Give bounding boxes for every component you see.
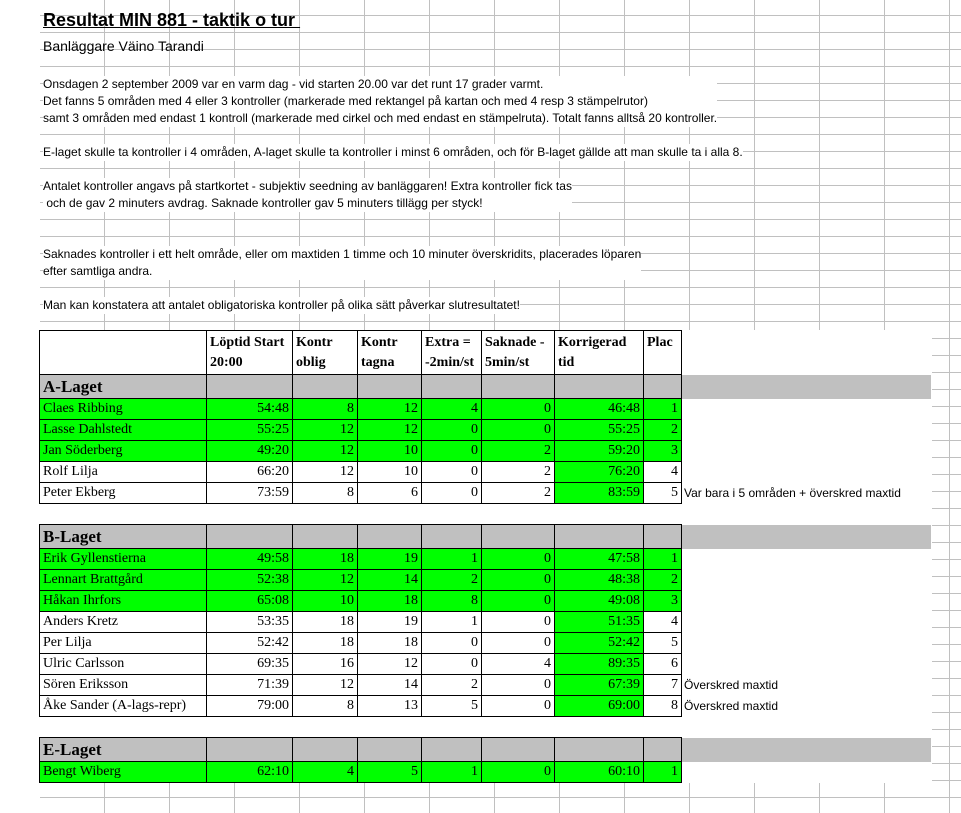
note-cell: Överskred maxtid	[682, 696, 932, 717]
tagna-cell[interactable]: 13	[358, 696, 422, 717]
saknade-cell[interactable]: 4	[482, 654, 555, 675]
note-cell	[682, 549, 932, 570]
empty-cell[interactable]	[644, 738, 682, 762]
plac-cell[interactable]: 4	[644, 462, 682, 483]
empty-cell	[207, 504, 293, 525]
empty-cell	[358, 504, 422, 525]
note-cell	[682, 504, 932, 525]
oblig-cell[interactable]: 8	[293, 696, 358, 717]
empty-cell[interactable]	[482, 738, 555, 762]
plac-cell[interactable]: 2	[644, 420, 682, 441]
plac-cell[interactable]: 6	[644, 654, 682, 675]
extra-cell[interactable]: 4	[422, 399, 482, 420]
note-cell	[682, 591, 932, 612]
table-row	[40, 633, 932, 654]
section-title[interactable]: B-Laget	[40, 525, 207, 549]
empty-cell[interactable]	[555, 525, 644, 549]
controls-paragraph: Antalet kontroller angavs på startkortet - subjektiv seedning av banläggaren! Extra kontroller fick tas och de gav 2 minuters avdrag. Saknade kontroller gav 5 minuters tillägg per styck!	[43, 179, 572, 210]
korr-cell[interactable]: 89:35	[555, 654, 644, 675]
oblig-cell[interactable]: 18	[293, 633, 358, 654]
note-cell	[682, 331, 932, 375]
note-cell	[682, 462, 932, 483]
saknade-cell[interactable]: 0	[482, 420, 555, 441]
loptid-cell[interactable]: 65:08	[207, 591, 293, 612]
empty-cell[interactable]	[555, 375, 644, 399]
loptid-cell[interactable]: 73:59	[207, 483, 293, 504]
tagna-cell[interactable]: 18	[358, 633, 422, 654]
loptid-cell[interactable]: 55:25	[207, 420, 293, 441]
loptid-cell[interactable]: 52:38	[207, 570, 293, 591]
extra-cell[interactable]: 2	[422, 570, 482, 591]
tagna-cell[interactable]: 19	[358, 549, 422, 570]
table-row	[40, 675, 932, 696]
note-cell	[682, 612, 932, 633]
empty-cell[interactable]	[207, 738, 293, 762]
oblig-cell[interactable]: 16	[293, 654, 358, 675]
loptid-cell[interactable]: 53:35	[207, 612, 293, 633]
note-cell	[682, 738, 932, 762]
oblig-cell[interactable]: 12	[293, 420, 358, 441]
intro-paragraph: Onsdagen 2 september 2009 var en varm dag - vid starten 20.00 var det runt 17 grader varmt. Det fanns 5 områden med 4 eller 3 kontroller (markerade med rektangel på kartan och med 4 resp 3 stämpelrutor) samt 3 områden med endast 1 kontroll (markerade med cirkel och med endast en stämpelruta). Totalt fanns alltså 20 kontroller.	[43, 77, 718, 125]
korr-cell[interactable]: 49:08	[555, 591, 644, 612]
plac-cell[interactable]: 1	[644, 549, 682, 570]
note-cell: Var bara i 5 områden + överskred maxtid	[682, 483, 932, 504]
korr-cell[interactable]: 83:59	[555, 483, 644, 504]
tagna-cell[interactable]: 19	[358, 612, 422, 633]
saknade-cell[interactable]: 2	[482, 462, 555, 483]
column-header[interactable]: Kontr oblig	[293, 331, 358, 375]
empty-cell[interactable]	[422, 738, 482, 762]
plac-cell[interactable]: 3	[644, 591, 682, 612]
empty-cell[interactable]	[422, 525, 482, 549]
tagna-cell[interactable]: 18	[358, 591, 422, 612]
empty-cell	[644, 717, 682, 738]
loptid-cell[interactable]: 71:39	[207, 675, 293, 696]
empty-cell	[422, 504, 482, 525]
plac-cell[interactable]: 1	[644, 399, 682, 420]
korr-cell[interactable]: 52:42	[555, 633, 644, 654]
empty-cell	[293, 504, 358, 525]
runner-name-cell[interactable]: Claes Ribbing	[40, 399, 207, 420]
empty-cell[interactable]	[644, 525, 682, 549]
empty-cell	[40, 717, 207, 738]
runner-name-cell[interactable]: Lasse Dahlstedt	[40, 420, 207, 441]
page-title: Resultat MIN 881 - taktik o tur	[43, 10, 301, 30]
empty-cell[interactable]	[482, 525, 555, 549]
saknade-cell[interactable]: 0	[482, 696, 555, 717]
note-cell	[682, 399, 932, 420]
spacer-row	[40, 504, 932, 525]
extra-cell[interactable]: 0	[422, 462, 482, 483]
teams-paragraph: E-laget skulle ta kontroller i 4 områden, A-laget skulle ta kontroller i minst 6 områden, och för B-laget gällde att man skulle ta i alla 8.	[43, 145, 743, 159]
empty-cell[interactable]	[293, 525, 358, 549]
empty-cell	[482, 717, 555, 738]
extra-cell[interactable]: 0	[422, 483, 482, 504]
note-cell	[682, 762, 932, 783]
extra-cell[interactable]: 1	[422, 762, 482, 783]
note-cell: Överskred maxtid	[682, 675, 932, 696]
oblig-cell[interactable]: 8	[293, 399, 358, 420]
saknade-cell[interactable]: 2	[482, 441, 555, 462]
saknade-cell[interactable]: 0	[482, 675, 555, 696]
korr-cell[interactable]: 47:58	[555, 549, 644, 570]
empty-cell[interactable]	[293, 375, 358, 399]
oblig-cell[interactable]: 12	[293, 441, 358, 462]
column-header[interactable]	[40, 331, 207, 375]
note-cell	[682, 654, 932, 675]
extra-cell[interactable]: 5	[422, 696, 482, 717]
empty-cell	[555, 717, 644, 738]
empty-cell	[482, 504, 555, 525]
runner-name-cell[interactable]: Per Lilja	[40, 633, 207, 654]
table-row	[40, 399, 932, 420]
plac-cell[interactable]: 8	[644, 696, 682, 717]
saknade-cell[interactable]: 2	[482, 483, 555, 504]
extra-cell[interactable]: 0	[422, 654, 482, 675]
saknade-cell[interactable]: 0	[482, 591, 555, 612]
extra-cell[interactable]: 1	[422, 612, 482, 633]
column-header[interactable]: Saknade - 5min/st	[482, 331, 555, 375]
tagna-cell[interactable]: 14	[358, 570, 422, 591]
section-header-row	[40, 375, 932, 399]
tagna-cell[interactable]: 5	[358, 762, 422, 783]
korr-cell[interactable]: 76:20	[555, 462, 644, 483]
section-title[interactable]: A-Laget	[40, 375, 207, 399]
column-header[interactable]: Kontr tagna	[358, 331, 422, 375]
table-row	[40, 549, 932, 570]
tagna-cell[interactable]: 12	[358, 420, 422, 441]
table-row	[40, 762, 932, 783]
note-cell	[682, 717, 932, 738]
extra-cell[interactable]: 8	[422, 591, 482, 612]
row-header-margin	[0, 0, 40, 813]
empty-cell[interactable]	[644, 375, 682, 399]
plac-cell[interactable]: 7	[644, 675, 682, 696]
loptid-cell[interactable]: 49:58	[207, 549, 293, 570]
runner-name-cell[interactable]: Erik Gyllenstierna	[40, 549, 207, 570]
plac-cell[interactable]: 5	[644, 483, 682, 504]
saknade-cell[interactable]: 0	[482, 633, 555, 654]
extra-cell[interactable]: 0	[422, 441, 482, 462]
tagna-cell[interactable]: 6	[358, 483, 422, 504]
runner-name-cell[interactable]: Sören Eriksson	[40, 675, 207, 696]
loptid-cell[interactable]: 54:48	[207, 399, 293, 420]
plac-cell[interactable]: 2	[644, 570, 682, 591]
runner-name-cell[interactable]: Jan Söderberg	[40, 441, 207, 462]
empty-cell[interactable]	[482, 375, 555, 399]
table-row	[40, 462, 932, 483]
empty-cell[interactable]	[293, 738, 358, 762]
note-cell	[682, 441, 932, 462]
empty-cell[interactable]	[358, 738, 422, 762]
oblig-cell[interactable]: 18	[293, 549, 358, 570]
table-row	[40, 441, 932, 462]
loptid-cell[interactable]: 66:20	[207, 462, 293, 483]
korr-cell[interactable]: 69:00	[555, 696, 644, 717]
note-cell	[682, 633, 932, 654]
extra-cell[interactable]: 0	[422, 633, 482, 654]
empty-cell[interactable]	[358, 525, 422, 549]
note-cell	[682, 525, 932, 549]
runner-name-cell[interactable]: Åke Sander (A-lags-repr)	[40, 696, 207, 717]
empty-cell	[207, 717, 293, 738]
extra-cell[interactable]: 1	[422, 549, 482, 570]
table-row	[40, 570, 932, 591]
results-table	[39, 330, 932, 783]
plac-cell[interactable]: 3	[644, 441, 682, 462]
loptid-cell[interactable]: 49:20	[207, 441, 293, 462]
table-header-row	[40, 331, 932, 375]
table-row	[40, 483, 932, 504]
saknade-cell[interactable]: 0	[482, 612, 555, 633]
column-header[interactable]: Löptid Start 20:00	[207, 331, 293, 375]
conclusion-paragraph: Man kan konstatera att antalet obligatoriska kontroller på olika sätt påverkar slutresultatet!	[43, 298, 520, 312]
empty-cell	[358, 717, 422, 738]
empty-cell[interactable]	[358, 375, 422, 399]
runner-name-cell[interactable]: Anders Kretz	[40, 612, 207, 633]
empty-cell	[644, 504, 682, 525]
loptid-cell[interactable]: 52:42	[207, 633, 293, 654]
loptid-cell[interactable]: 69:35	[207, 654, 293, 675]
tagna-cell[interactable]: 10	[358, 462, 422, 483]
loptid-cell[interactable]: 62:10	[207, 762, 293, 783]
korr-cell[interactable]: 67:39	[555, 675, 644, 696]
plac-cell[interactable]: 4	[644, 612, 682, 633]
tagna-cell[interactable]: 12	[358, 399, 422, 420]
empty-cell[interactable]	[555, 738, 644, 762]
empty-cell	[293, 717, 358, 738]
empty-cell[interactable]	[207, 375, 293, 399]
plac-cell[interactable]: 5	[644, 633, 682, 654]
saknade-cell[interactable]: 0	[482, 570, 555, 591]
oblig-cell[interactable]: 8	[293, 483, 358, 504]
oblig-cell[interactable]: 4	[293, 762, 358, 783]
runner-name-cell[interactable]: Håkan Ihrfors	[40, 591, 207, 612]
table-row	[40, 612, 932, 633]
empty-cell[interactable]	[422, 375, 482, 399]
korr-cell[interactable]: 48:38	[555, 570, 644, 591]
oblig-cell[interactable]: 12	[293, 675, 358, 696]
extra-cell[interactable]: 2	[422, 675, 482, 696]
saknade-cell[interactable]: 0	[482, 549, 555, 570]
table-row	[40, 420, 932, 441]
korr-cell[interactable]: 55:25	[555, 420, 644, 441]
section-header-row	[40, 738, 932, 762]
oblig-cell[interactable]: 12	[293, 570, 358, 591]
loptid-cell[interactable]: 79:00	[207, 696, 293, 717]
page-subtitle: Banläggare Väino Tarandi	[43, 38, 204, 54]
section-header-row	[40, 525, 932, 549]
runner-name-cell[interactable]: Lennart Brattgård	[40, 570, 207, 591]
korr-cell[interactable]: 59:20	[555, 441, 644, 462]
oblig-cell[interactable]: 12	[293, 462, 358, 483]
korr-cell[interactable]: 60:10	[555, 762, 644, 783]
oblig-cell[interactable]: 18	[293, 612, 358, 633]
saknade-cell[interactable]: 0	[482, 399, 555, 420]
oblig-cell[interactable]: 10	[293, 591, 358, 612]
column-header[interactable]: Plac	[644, 331, 682, 375]
note-cell	[682, 375, 932, 399]
note-cell	[682, 420, 932, 441]
plac-cell[interactable]: 1	[644, 762, 682, 783]
saknade-cell[interactable]: 0	[482, 762, 555, 783]
column-header[interactable]: Korrigerad tid	[555, 331, 644, 375]
runner-name-cell[interactable]: Rolf Lilja	[40, 462, 207, 483]
table-row	[40, 654, 932, 675]
empty-cell	[555, 504, 644, 525]
extra-cell[interactable]: 0	[422, 420, 482, 441]
empty-cell	[422, 717, 482, 738]
note-cell	[682, 570, 932, 591]
runner-name-cell[interactable]: Ulric Carlsson	[40, 654, 207, 675]
empty-cell[interactable]	[207, 525, 293, 549]
spacer-row	[40, 717, 932, 738]
korr-cell[interactable]: 51:35	[555, 612, 644, 633]
column-header[interactable]: Extra = -2min/st	[422, 331, 482, 375]
rules-paragraph: Saknades kontroller i ett helt område, eller om maxtiden 1 timme och 10 minuter överskridits, placerades löparen efter samtliga andra.	[43, 247, 642, 278]
runner-name-cell[interactable]: Bengt Wiberg	[40, 762, 207, 783]
table-row	[40, 696, 932, 717]
section-title[interactable]: E-Laget	[40, 738, 207, 762]
runner-name-cell[interactable]: Peter Ekberg	[40, 483, 207, 504]
tagna-cell[interactable]: 14	[358, 675, 422, 696]
empty-cell	[40, 504, 207, 525]
table-row	[40, 591, 932, 612]
tagna-cell[interactable]: 12	[358, 654, 422, 675]
tagna-cell[interactable]: 10	[358, 441, 422, 462]
korr-cell[interactable]: 46:48	[555, 399, 644, 420]
